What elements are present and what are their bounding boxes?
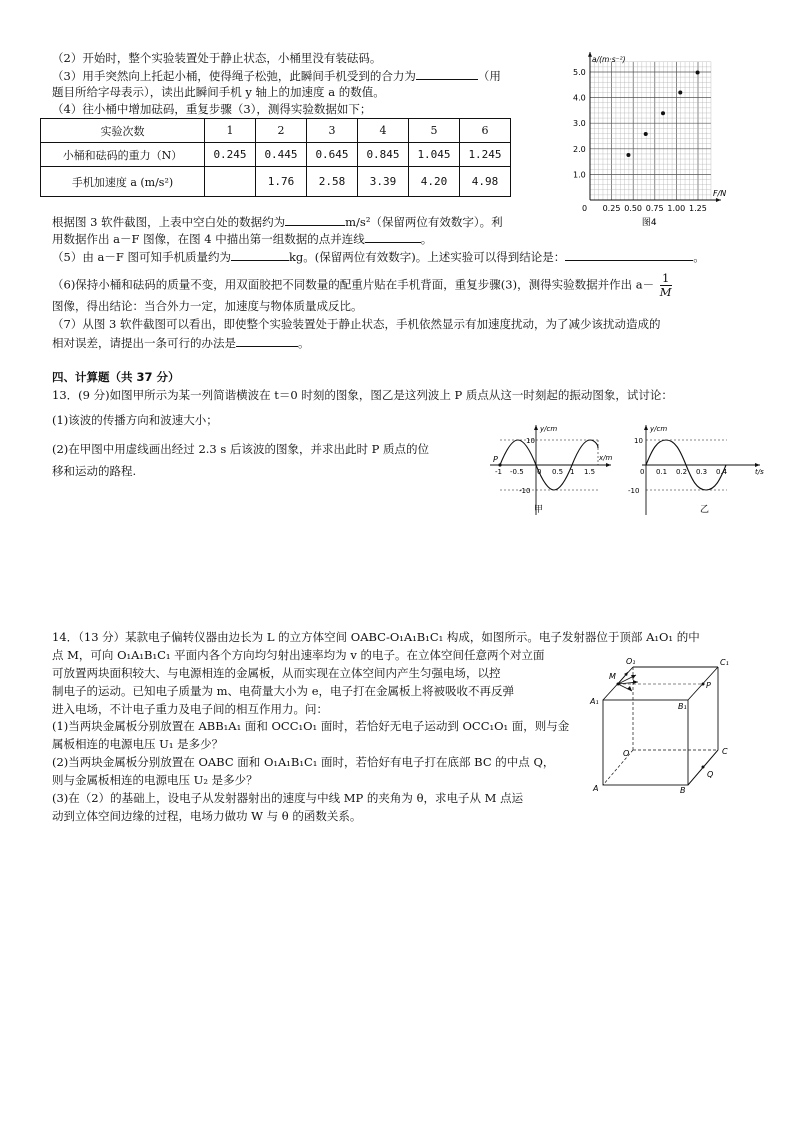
table-header: 小桶和砝码的重力（N）	[41, 143, 205, 167]
x-tick-label: 0.25	[602, 204, 621, 213]
cube-label: C	[722, 747, 728, 756]
section-heading: 四、计算题（共 37 分）	[52, 370, 180, 384]
q14-sub2: (2)当两块金属板分别放置在 OABC 面和 O₁A₁B₁C₁ 面时，若恰好有电子打在底部 BC 的中点 Q，	[52, 755, 555, 769]
cube-label: M	[609, 672, 616, 681]
q12-item6	[52, 272, 672, 299]
table-cell: 0.845	[358, 143, 409, 167]
q12-item7-cont: 相对误差，请提出一条可行的办法是 。	[52, 336, 310, 350]
table-cell: 2.58	[307, 167, 358, 197]
figure-caption: 乙	[700, 505, 710, 515]
q12-after-table-text: 根据图 3 软件截图，上表中空白处的数据约为	[52, 215, 286, 229]
axis-label: y/cm	[650, 425, 668, 433]
table-cell: 1.245	[460, 143, 511, 167]
chart-title: 图4	[641, 218, 657, 227]
q12-item3-text: （3）用手突然向上托起小桶，使得绳子松弛，此瞬间手机受到的合力为	[52, 69, 416, 83]
data-point	[644, 132, 648, 136]
y-axis-label: a/(m·s⁻²)	[592, 55, 626, 64]
x-tick-label: 0.75	[645, 204, 664, 213]
data-point	[626, 153, 630, 157]
tick-label: 0.5	[552, 468, 564, 476]
q14-sub2-cont: 则与金属板相连的电源电压 U₂ 是多少？	[52, 773, 258, 787]
x-tick-label: 1.00	[667, 204, 686, 213]
x-tick-label: 0.50	[624, 204, 643, 213]
q14-sub3: (3)在（2）的基础上，设电子从发射器射出的速度与中线 MP 的夹角为 θ，求电子从 M 点运	[52, 791, 524, 805]
table-row	[41, 143, 511, 167]
table-cell: 1	[205, 119, 256, 143]
tick-label: -10	[628, 487, 640, 495]
wave-point-label: P	[493, 455, 498, 464]
table-cell: 3	[307, 119, 358, 143]
q12-item6-text: （6)保持小桶和砝码的质量不变，用双面胶把不同数量的配重片贴在手机背面，重复步骤(3)，测得实验数据并作出 a－	[52, 277, 655, 292]
q13-stem: 13．(9 分)如图甲所示为某一列简谐横波在 t＝0 时刻的图象，图乙是这列波上 P 质点从这一时刻起的振动图象，试讨论：	[52, 388, 673, 402]
answer-blank	[565, 248, 693, 261]
figure-yi-oscillation	[622, 420, 772, 520]
tick-label: 0.3	[696, 468, 708, 476]
table-header: 实验次数	[41, 119, 205, 143]
tick-label: 0	[640, 468, 645, 476]
table-cell: 1.045	[409, 143, 460, 167]
q13-sub1: (1)该波的传播方向和波速大小；	[52, 413, 218, 427]
table-cell: 6	[460, 119, 511, 143]
data-point	[678, 90, 682, 94]
table-cell: 2	[256, 119, 307, 143]
q14-line: 14．（13 分）某款电子偏转仪器由边长为 L 的立方体空间 OABC-O₁A₁B₁C₁ 构成，如图所示。电子发射器位于顶部 A₁O₁ 的中	[52, 630, 700, 644]
q12-after-table	[52, 213, 503, 231]
cube-label: B	[680, 786, 686, 795]
q12-item6-cont: 图像，得出结论：当合外力一定，加速度与物体质量成反比。	[52, 299, 363, 313]
table-cell: 0.245	[205, 143, 256, 167]
tick-label: -0.5	[510, 468, 524, 476]
cube-label: B₁	[678, 702, 687, 711]
table-row	[41, 119, 511, 143]
q14-line: 制电子的运动。已知电子质量为 m、电荷量大小为 e，电子打在金属板上将被吸收不再反弹	[52, 684, 515, 698]
x-tick-label: 0	[582, 204, 588, 213]
x-axis-arrow	[716, 198, 721, 202]
q14-sub3-cont: 动到立体空间边缘的过程，电场力做功 W 与 θ 的函数关系。	[52, 809, 362, 823]
cube-label: O	[623, 749, 630, 758]
x-tick-label: 1.25	[689, 204, 707, 213]
table-cell: 4.98	[460, 167, 511, 197]
table-cell: 0.645	[307, 143, 358, 167]
tick-label: -1	[495, 468, 502, 476]
q12-item5-text: （5）由 a－F 图可知手机质量约为	[52, 250, 231, 264]
data-point	[696, 71, 700, 75]
table-cell-blank	[205, 167, 256, 197]
cube-label: Q	[707, 770, 714, 779]
q14-line: 可放置两块面积较大、与电源相连的金属板，从而实现在立体空间内产生匀强电场，以控	[52, 666, 501, 680]
tick-label: 0.1	[656, 468, 668, 476]
fraction-denominator: M	[659, 285, 672, 299]
y-tick-label: 3.0	[573, 119, 586, 129]
q12-item7: （7）从图 3 软件截图可以看出，即使整个实验装置处于静止状态，手机依然显示有加速度扰动，为了减少该扰动造成的	[52, 317, 661, 331]
table-row	[41, 167, 511, 197]
q14-line: 进入电场，不计电子重力及电子间的相互作用力。问：	[52, 702, 328, 716]
answer-blank	[416, 67, 478, 80]
tick-label: 10	[526, 437, 535, 445]
tick-label: 0.4	[716, 468, 728, 476]
q12-plot-text: 用数据作出 a－F 图像，在图 4 中描出第一组数据的点并连线	[52, 232, 365, 246]
data-table	[40, 118, 511, 197]
q14-line: 点 M，可向 O₁A₁B₁C₁ 平面内各个方向均匀射出速率均为 v 的电子。在立体空间任意两个对立面	[52, 648, 545, 662]
cube-label: A	[593, 784, 599, 793]
q12-item2: （2）开始时，整个实验装置处于静止状态，小桶里没有装砝码。	[52, 51, 382, 65]
q13-sub2-cont: 移和运动的路程.	[52, 464, 137, 478]
tick-label: -10	[519, 487, 531, 495]
tick-label: 1.5	[584, 468, 596, 476]
table-cell: 0.445	[256, 143, 307, 167]
q13-sub2: (2)在甲图中用虚线画出经过 2.3 s 后该波的图象，并求出此时 P 质点的位	[52, 442, 429, 456]
cube-label: A₁	[590, 697, 599, 706]
q12-plot-instruction: 用数据作出 a－F 图像，在图 4 中描出第一组数据的点并连线 。	[52, 232, 433, 246]
tick-label: 0.2	[676, 468, 688, 476]
q12-item3-tail: （用	[477, 69, 501, 83]
y-tick-label: 1.0	[573, 170, 586, 180]
table-header: 手机加速度 a (m/s²)	[41, 167, 205, 197]
cube-label: O₁	[626, 657, 636, 666]
q14-sub1: (1)当两块金属板分别放置在 ABB₁A₁ 面和 OCC₁O₁ 面时，若恰好无电子运动到 OCC₁O₁ 面，则与金	[52, 719, 570, 733]
tick-label: 1	[570, 468, 575, 476]
answer-blank	[236, 334, 298, 347]
table-cell: 4.20	[409, 167, 460, 197]
q12-item3	[52, 67, 501, 85]
q12-item5-tail: kg。(保留两位有效数字)。上述实验可以得到结论是：	[288, 250, 566, 264]
cube-label: P	[706, 681, 711, 690]
answer-blank	[365, 230, 421, 243]
table-cell: 4	[358, 119, 409, 143]
axis-label: t/s	[755, 468, 764, 476]
cube-label: C₁	[720, 658, 729, 667]
data-point	[661, 111, 665, 115]
tick-label: 10	[634, 437, 643, 445]
y-tick-label: 2.0	[573, 144, 586, 154]
tick-label: 0	[537, 468, 542, 476]
answer-blank	[285, 213, 345, 226]
y-tick-label: 4.0	[573, 93, 586, 103]
table-cell: 3.39	[358, 167, 409, 197]
answer-blank	[231, 248, 289, 261]
q14-sub1-cont: 属板相连的电源电压 U₁ 是多少？	[52, 737, 224, 751]
table-cell: 1.76	[256, 167, 307, 197]
figure-4-chart	[560, 52, 750, 227]
x-axis-label: F/N	[712, 189, 727, 198]
q12-item3-cont: 题目所给字母表示），读出此瞬间手机 y 轴上的加速度 a 的数值。	[52, 85, 385, 99]
figure-jia-wave	[486, 420, 616, 520]
q12-item5: （5）由 a－F 图可知手机质量约为 kg。(保留两位有效数字)。上述实验可以得到结论是： 。	[52, 250, 705, 264]
fraction-1-over-M	[660, 272, 672, 299]
q12-item7-text: 相对误差，请提出一条可行的办法是	[52, 336, 236, 350]
table-cell: 5	[409, 119, 460, 143]
figure-caption: 甲	[534, 505, 544, 515]
y-tick-label: 5.0	[573, 68, 586, 77]
q12-item4: （4）往小桶中增加砝码，重复步骤（3），测得实验数据如下；	[52, 102, 372, 116]
q12-after-table-unit: m/s²（保留两位有效数字）。利	[345, 215, 503, 229]
axis-label: x/m	[599, 454, 613, 462]
fraction-numerator: 1	[660, 272, 672, 286]
cube-diagram	[588, 655, 738, 795]
axis-label: y/cm	[540, 425, 558, 433]
